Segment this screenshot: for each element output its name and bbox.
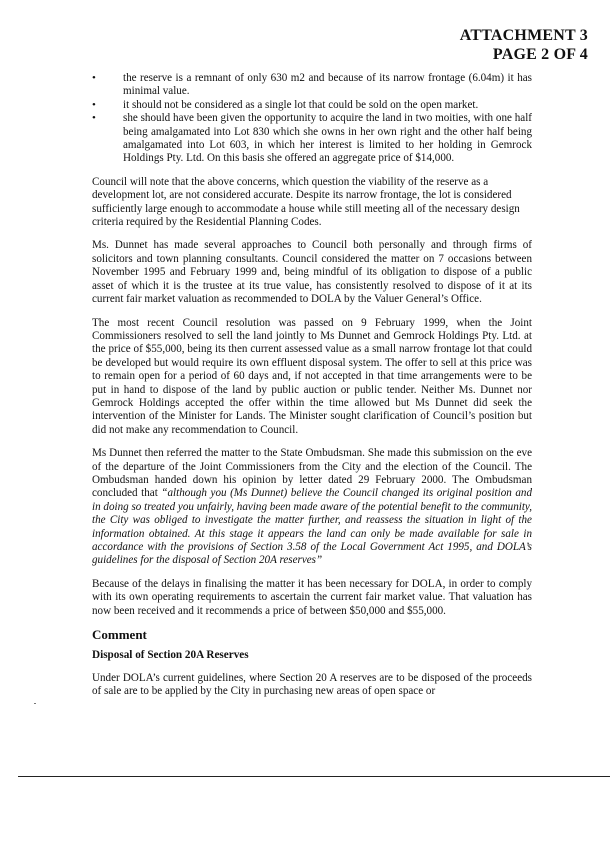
ombudsman-text: Ms Dunnet then referred the matter to the State Ombudsman. She made this submission on the eve of the departure of the Joint Commissioners from the City and the election of the Council. The Ombudsman handed down his opinion by letter dated 29 February 2000. The Ombudsman concluded that [92, 447, 532, 500]
section-heading-comment: Comment [92, 627, 147, 643]
bullet-icon: • [92, 72, 96, 84]
paragraph-approaches: Ms. Dunnet has made several approaches to Council both personally and through firms of solicitors and town planning consultants. Council considered the matter on 7 occasions between November 1995 and February 1999 and, being mindful of its obligation to dispose of a public asset of which it is the trustee at its true value, has consistently resolved to dispose of it at its current fair market valuation as recommended to DOLA by the Valuer General’s Office. [92, 239, 532, 306]
bullet-text: she should have been given the opportunity to acquire the land in two moities, with one half being amalgamated into Lot 830 which she owns in her own right and the other half being amalgamated into Lot 603, in which her interest is limited to her holding in Gemrock Holdings Pty. Ltd. On this basis she offered an aggregate price of $14,000. [123, 112, 532, 165]
concerns-list [92, 72, 532, 166]
paragraph-valuation: Because of the delays in finalising the matter it has been necessary for DOLA, in order to comply with its own operating requirements to ascertain the current fair market value. That valuation has now been received and it recommends a price of between $50,000 and $55,000. [92, 577, 532, 617]
paragraph-dola-guidelines: Under DOLA’s current guidelines, where Section 20 A reserves are to be disposed of the proceeds of sale are to be applied by the City in purchasing new areas of open space or [92, 671, 532, 698]
list-item [92, 99, 532, 112]
page-indicator: PAGE 2 OF 4 [492, 46, 588, 63]
list-item [92, 112, 532, 166]
bullet-icon: • [92, 98, 96, 111]
paragraph-council-resolution: The most recent Council resolution was passed on 9 February 1999, when the Joint Commissioners resolved to sell the land jointly to Ms Dunnet and Gemrock Holdings Pty. Ltd. at the price of $55,000, being its then current assessed value as a small narrow frontage lot that could be developed but would require its own effluent disposal system. The offer to sell at this price was to remain open for a period of 60 days and, if not accepted in that time arrangements were to be put in hand to dispose of the land by public auction or public tender. Neither Ms. Dunnet nor Gemrock Holdings accepted the offer within the time allowed but Ms Dunnet did seek the intervention of the Minister for Lands. The Minister sought clarification of Council’s position but did not make any recommendation to Council. [92, 316, 532, 436]
attachment-header [460, 26, 588, 64]
margin-mark [34, 703, 36, 704]
list-item [92, 72, 532, 99]
paragraph-ombudsman [92, 447, 532, 568]
subsection-heading-disposal: Disposal of Section 20A Reserves [92, 649, 249, 662]
paragraph-concerns-response: Council will note that the above concerns, which question the viability of the reserve as a development lot, are not considered accurate. Despite its narrow frontage, the lot is considered sufficiently large enough to accommodate a house while still meeting all of the necessary design criteria required by the Residential Planning Codes. [92, 175, 520, 229]
document-body [92, 72, 532, 709]
bullet-icon: • [92, 112, 96, 125]
ombudsman-quote: “although you (Ms Dunnet) believe the Council changed its original position and in doing so treated you unfairly, having been made aware of the potential benefit to the community, the City was obliged to investigate the matter further, and reassess the situation in light of the information obtained. At this stage it appears the land can only be made available for sale in accordance with the provisions of Section 3.58 of the Local Government Act 1995, and DOLA’s guidelines for the disposal of Section 20A reserves” [92, 487, 532, 567]
attachment-label: ATTACHMENT 3 [459, 27, 588, 44]
bullet-text: it should not be considered as a single lot that could be sold on the open market. [123, 98, 479, 111]
page-divider [18, 776, 610, 777]
bullet-text: the reserve is a remnant of only 630 m2 and because of its narrow frontage (6.04m) it has minimal value. [123, 72, 532, 98]
